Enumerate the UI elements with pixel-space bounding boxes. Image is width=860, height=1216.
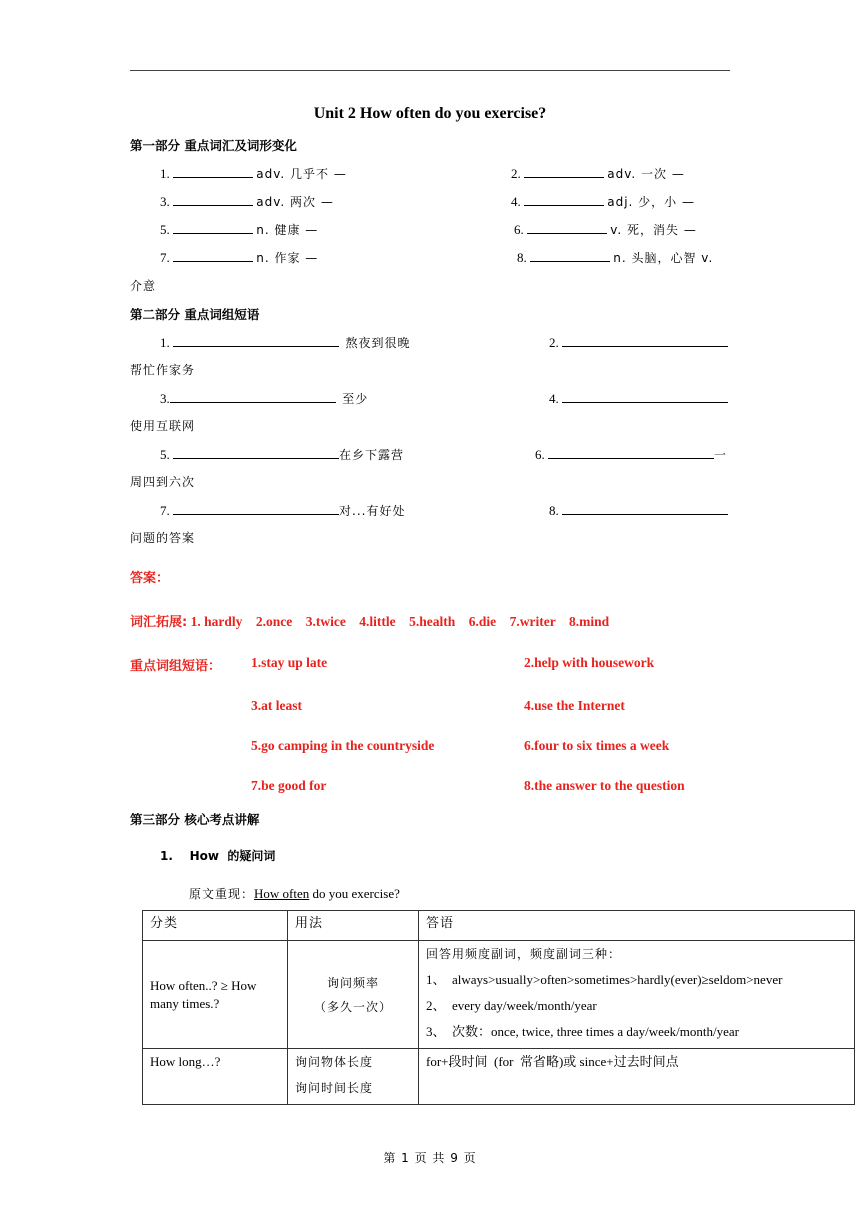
vocab-item-8-wrap: 介意 bbox=[130, 279, 157, 293]
answer-phrase-3: 3.at least bbox=[251, 698, 302, 713]
vocab-item-6: 6. v. 死，消失 — bbox=[514, 222, 697, 237]
point1-heading: 1. How 的疑问词 bbox=[160, 849, 276, 863]
answer-phrase-6: 6.four to six times a week bbox=[524, 738, 670, 753]
phrase-item-3: 3. 至少 bbox=[160, 391, 369, 406]
table-header-answer: 答语 bbox=[419, 911, 855, 941]
vocab-item-7: 7. n. 作家 — bbox=[160, 250, 319, 265]
phrase-item-6-wrap: 周四到六次 bbox=[130, 475, 196, 489]
table-cell-category: How long…? bbox=[143, 1049, 288, 1105]
phrase-item-8-wrap: 问题的答案 bbox=[130, 531, 196, 545]
answer-phrase-5: 5.go camping in the countryside bbox=[251, 738, 435, 753]
table-header-row bbox=[143, 911, 855, 941]
part1-heading: 第一部分 重点词汇及词形变化 bbox=[130, 138, 297, 153]
phrase-item-4-wrap: 使用互联网 bbox=[130, 419, 196, 433]
phrase-item-4: 4. bbox=[549, 390, 728, 407]
answers-label: 答案： bbox=[130, 571, 170, 586]
page-title: Unit 2 How often do you exercise? bbox=[313, 105, 547, 122]
phrase-item-2-wrap: 帮忙作家务 bbox=[130, 363, 196, 377]
answer-phrase-2: 2.help with housework bbox=[524, 655, 655, 670]
part2-heading: 第二部分 重点词组短语 bbox=[130, 307, 260, 322]
vocab-item-1: 1. adv. 几乎不 — bbox=[160, 166, 347, 181]
header-rule bbox=[130, 70, 730, 71]
part3-heading: 第三部分 核心考点讲解 bbox=[130, 812, 260, 827]
vocab-item-3: 3. adv. 两次 — bbox=[160, 194, 334, 209]
vocab-item-5: 5. n. 健康 — bbox=[160, 222, 319, 237]
table-row bbox=[143, 941, 855, 1049]
original-sentence: 原文重现：How often do you exercise? bbox=[189, 886, 400, 901]
page-footer: 第 1 页 共 9 页 bbox=[383, 1151, 477, 1165]
table-row bbox=[143, 1049, 855, 1105]
answers-phrase-label: 重点词组短语： bbox=[130, 659, 222, 674]
phrase-item-5: 5. 在乡下露营 bbox=[160, 447, 405, 462]
table-cell-usage: 询问频率 （多久一次） bbox=[288, 941, 419, 1049]
vocab-item-8: 8. n. 头脑，心智 v. bbox=[517, 250, 714, 265]
table-header-usage: 用法 bbox=[288, 911, 419, 941]
answer-phrase-7: 7.be good for bbox=[251, 778, 327, 793]
table-cell-answer: for+段时间 (for 常省略)或 since+过去时间点 bbox=[419, 1049, 855, 1105]
table-cell-usage: 询问物体长度 询问时间长度 bbox=[288, 1049, 419, 1105]
table-cell-category: How often..? ≥ How many times.? bbox=[143, 941, 288, 1049]
answer-phrase-4: 4.use the Internet bbox=[524, 698, 625, 713]
answer-phrase-8: 8.the answer to the question bbox=[524, 778, 685, 793]
phrase-item-6: 6. 一 bbox=[535, 447, 728, 462]
phrase-item-8: 8. bbox=[549, 502, 728, 519]
table-cell-answer: 回答用频度副词，频度副词三种： 1、 always>usually>often>sometimes>hardly(ever)≥seldom>never 2、 every day/week/month/year 3、 次数：once, twice, three times a day/week/month/year bbox=[419, 941, 855, 1049]
vocab-item-4: 4. adj. 少，小 — bbox=[511, 194, 695, 209]
phrase-item-7: 7. 对...有好处 bbox=[160, 503, 406, 518]
vocab-item-2: 2. adv. 一次 — bbox=[511, 166, 685, 181]
phrase-item-2: 2. bbox=[549, 334, 728, 351]
usage-table bbox=[142, 910, 855, 1105]
table-header-category: 分类 bbox=[143, 911, 288, 941]
answers-vocab: 词汇拓展: 1. hardly 2.once 3.twice 4.little 5.health 6.die 7.writer 8.mind bbox=[130, 614, 610, 630]
answer-phrase-1: 1.stay up late bbox=[251, 655, 328, 670]
phrase-item-1: 1. 熬夜到很晚 bbox=[160, 335, 411, 350]
